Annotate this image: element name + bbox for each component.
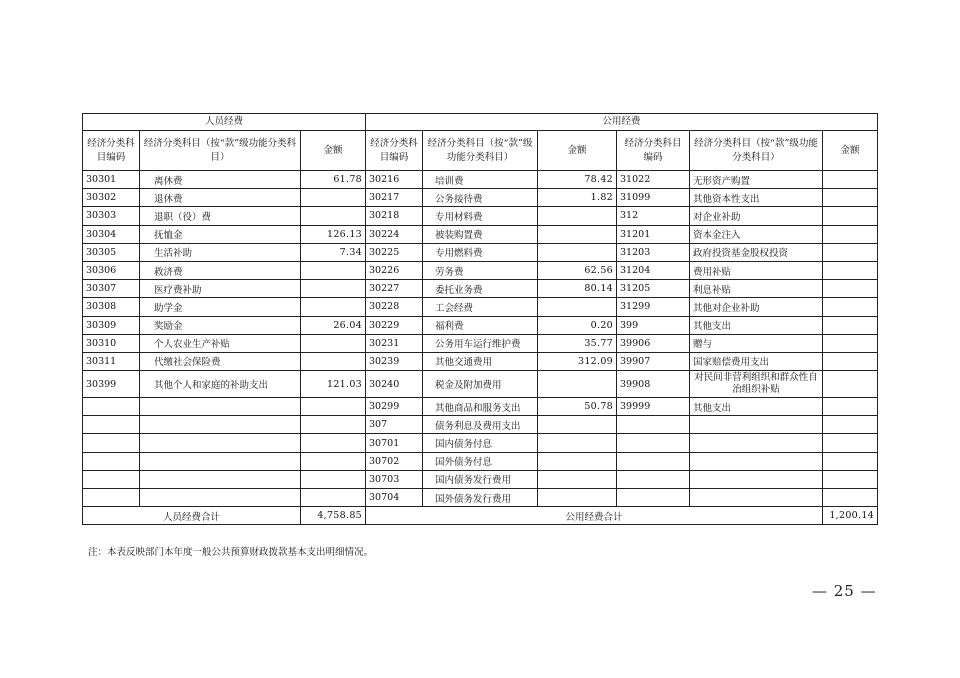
name-cell: 利息补贴	[690, 280, 823, 298]
amount-cell	[823, 261, 878, 279]
amount-cell	[538, 452, 617, 470]
amount-cell	[823, 434, 878, 452]
name-cell: 其他支出	[690, 316, 823, 334]
code-cell: 30704	[366, 489, 423, 507]
table-body	[83, 171, 878, 507]
code-cell: 31099	[617, 189, 690, 207]
code-cell: 30309	[83, 316, 140, 334]
name-cell: 医疗费补助	[140, 280, 301, 298]
amount-cell	[823, 207, 878, 225]
name-cell: 个人农业生产补贴	[140, 334, 301, 352]
name-cell: 抚恤金	[140, 225, 301, 243]
amount-cell	[823, 416, 878, 434]
code-cell: 30703	[366, 470, 423, 488]
amount-cell: 62.56	[538, 261, 617, 279]
public-total-label: 公用经费合计	[366, 507, 823, 525]
column-header-code: 经济分类科目编码	[617, 131, 690, 171]
code-cell: 30303	[83, 207, 140, 225]
table-row	[83, 470, 878, 488]
amount-cell: 126.13	[301, 225, 366, 243]
code-cell: 30301	[83, 171, 140, 189]
name-cell: 培训费	[423, 171, 538, 189]
table-row	[83, 371, 878, 398]
code-cell	[83, 470, 140, 488]
table-row	[83, 280, 878, 298]
name-cell	[140, 416, 301, 434]
name-cell	[140, 470, 301, 488]
name-cell: 国家赔偿费用支出	[690, 352, 823, 370]
table-row	[83, 316, 878, 334]
name-cell: 其他交通费用	[423, 352, 538, 370]
name-cell	[140, 452, 301, 470]
code-cell: 30240	[366, 371, 423, 398]
name-cell: 专用燃料费	[423, 243, 538, 261]
code-cell: 30216	[366, 171, 423, 189]
table-row	[83, 225, 878, 243]
code-cell: 31204	[617, 261, 690, 279]
amount-cell: 50.78	[538, 398, 617, 416]
table-row	[83, 207, 878, 225]
code-cell: 30299	[366, 398, 423, 416]
column-header-name: 经济分类科目（按“款”级功能分类科目）	[423, 131, 538, 171]
name-cell	[690, 489, 823, 507]
amount-cell	[538, 416, 617, 434]
amount-cell	[823, 225, 878, 243]
amount-cell	[538, 434, 617, 452]
amount-cell: 312.09	[538, 352, 617, 370]
column-header-code: 经济分类科目编码	[366, 131, 423, 171]
code-cell: 30224	[366, 225, 423, 243]
code-cell	[83, 489, 140, 507]
table-row	[83, 189, 878, 207]
amount-cell	[823, 298, 878, 316]
table-row	[83, 334, 878, 352]
code-cell: 31205	[617, 280, 690, 298]
code-cell	[617, 434, 690, 452]
name-cell	[690, 434, 823, 452]
name-cell: 资本金注入	[690, 225, 823, 243]
code-cell: 30304	[83, 225, 140, 243]
code-cell: 30701	[366, 434, 423, 452]
code-cell: 30229	[366, 316, 423, 334]
amount-cell	[823, 352, 878, 370]
amount-cell: 35.77	[538, 334, 617, 352]
name-cell	[690, 416, 823, 434]
amount-cell	[301, 334, 366, 352]
table-row	[83, 243, 878, 261]
name-cell: 对民间非营利组织和群众性自治组织补贴	[690, 371, 823, 398]
amount-cell	[823, 189, 878, 207]
name-cell: 救济费	[140, 261, 301, 279]
column-header-amount: 金额	[538, 131, 617, 171]
name-cell: 其他商品和服务支出	[423, 398, 538, 416]
code-cell: 39907	[617, 352, 690, 370]
table-row	[83, 261, 878, 279]
amount-cell: 1.82	[538, 189, 617, 207]
name-cell: 政府投资基金股权投资	[690, 243, 823, 261]
column-header-code: 经济分类科目编码	[83, 131, 140, 171]
personnel-total-value: 4,758.85	[301, 507, 366, 525]
amount-cell	[301, 398, 366, 416]
amount-cell: 7.34	[301, 243, 366, 261]
name-cell: 债务利息及费用支出	[423, 416, 538, 434]
amount-cell: 78.42	[538, 171, 617, 189]
amount-cell	[538, 225, 617, 243]
name-cell: 退休费	[140, 189, 301, 207]
code-cell	[617, 416, 690, 434]
amount-cell	[538, 243, 617, 261]
amount-cell	[301, 261, 366, 279]
amount-cell: 121.03	[301, 371, 366, 398]
public-section-header: 公用经费	[366, 114, 878, 131]
amount-cell	[823, 398, 878, 416]
amount-cell: 61.78	[301, 171, 366, 189]
code-cell: 30307	[83, 280, 140, 298]
code-cell: 30302	[83, 189, 140, 207]
column-header-name: 经济分类科目（按“款”级功能分类科目）	[690, 131, 823, 171]
amount-cell	[823, 280, 878, 298]
code-cell	[617, 489, 690, 507]
code-cell: 30225	[366, 243, 423, 261]
table-row	[83, 489, 878, 507]
amount-cell	[823, 316, 878, 334]
name-cell: 其他支出	[690, 398, 823, 416]
table-row	[83, 452, 878, 470]
code-cell: 399	[617, 316, 690, 334]
name-cell	[140, 398, 301, 416]
name-cell: 工会经费	[423, 298, 538, 316]
name-cell: 国内债务发行费用	[423, 470, 538, 488]
amount-cell: 0.20	[538, 316, 617, 334]
amount-cell	[301, 434, 366, 452]
amount-cell	[823, 171, 878, 189]
code-cell: 30311	[83, 352, 140, 370]
name-cell	[690, 452, 823, 470]
code-cell	[617, 452, 690, 470]
amount-cell	[301, 470, 366, 488]
amount-cell	[301, 352, 366, 370]
amount-cell	[301, 489, 366, 507]
code-cell: 31201	[617, 225, 690, 243]
name-cell: 助学金	[140, 298, 301, 316]
name-cell: 国外债务发行费用	[423, 489, 538, 507]
code-cell: 30306	[83, 261, 140, 279]
code-cell: 39906	[617, 334, 690, 352]
amount-cell: 80.14	[538, 280, 617, 298]
code-cell: 30227	[366, 280, 423, 298]
name-cell: 代缴社会保险费	[140, 352, 301, 370]
amount-cell	[538, 470, 617, 488]
name-cell	[140, 489, 301, 507]
code-cell: 30217	[366, 189, 423, 207]
amount-cell	[301, 189, 366, 207]
code-cell: 30305	[83, 243, 140, 261]
name-cell: 无形资产购置	[690, 171, 823, 189]
name-cell: 生活补助	[140, 243, 301, 261]
code-cell: 31203	[617, 243, 690, 261]
personnel-section-header: 人员经费	[83, 114, 366, 131]
name-cell: 国外债务付息	[423, 452, 538, 470]
code-cell: 30399	[83, 371, 140, 398]
name-cell: 税金及附加费用	[423, 371, 538, 398]
amount-cell	[538, 298, 617, 316]
amount-cell	[538, 371, 617, 398]
code-cell	[83, 434, 140, 452]
name-cell: 国内债务付息	[423, 434, 538, 452]
code-cell	[83, 452, 140, 470]
code-cell: 31299	[617, 298, 690, 316]
public-total-value: 1,200.14	[823, 507, 878, 525]
name-cell: 其他个人和家庭的补助支出	[140, 371, 301, 398]
name-cell: 奖励金	[140, 316, 301, 334]
code-cell	[83, 398, 140, 416]
amount-cell	[301, 416, 366, 434]
expenditure-detail-table	[82, 113, 878, 525]
name-cell: 其他资本性支出	[690, 189, 823, 207]
code-cell	[617, 470, 690, 488]
code-cell: 30226	[366, 261, 423, 279]
name-cell: 费用补贴	[690, 261, 823, 279]
amount-cell	[823, 470, 878, 488]
name-cell: 专用材料费	[423, 207, 538, 225]
code-cell: 30228	[366, 298, 423, 316]
personnel-total-label: 人员经费合计	[83, 507, 301, 525]
amount-cell: 26.04	[301, 316, 366, 334]
amount-cell	[301, 452, 366, 470]
column-header-amount: 金额	[823, 131, 878, 171]
code-cell: 30702	[366, 452, 423, 470]
name-cell: 离休费	[140, 171, 301, 189]
name-cell: 福利费	[423, 316, 538, 334]
code-cell: 31022	[617, 171, 690, 189]
table-footnote: 注：本表反映部门本年度一般公共预算财政拨款基本支出明细情况。	[88, 547, 374, 558]
code-cell: 39908	[617, 371, 690, 398]
code-cell: 30231	[366, 334, 423, 352]
name-cell: 对企业补助	[690, 207, 823, 225]
table-row	[83, 352, 878, 370]
page-number: — 25 —	[812, 582, 877, 600]
table-row	[83, 398, 878, 416]
amount-cell	[823, 243, 878, 261]
amount-cell	[823, 452, 878, 470]
name-cell: 公务用车运行维护费	[423, 334, 538, 352]
amount-cell	[301, 207, 366, 225]
amount-cell	[823, 489, 878, 507]
column-header-amount: 金额	[301, 131, 366, 171]
name-cell	[690, 470, 823, 488]
column-header-name: 经济分类科目（按“款”级功能分类科目）	[140, 131, 301, 171]
code-cell: 30239	[366, 352, 423, 370]
name-cell: 委托业务费	[423, 280, 538, 298]
name-cell: 赠与	[690, 334, 823, 352]
amount-cell	[823, 371, 878, 398]
code-cell: 30218	[366, 207, 423, 225]
name-cell: 公务接待费	[423, 189, 538, 207]
name-cell: 退职（役）费	[140, 207, 301, 225]
code-cell: 312	[617, 207, 690, 225]
table-row	[83, 171, 878, 189]
amount-cell	[823, 334, 878, 352]
name-cell	[140, 434, 301, 452]
amount-cell	[538, 489, 617, 507]
amount-cell	[301, 280, 366, 298]
code-cell: 307	[366, 416, 423, 434]
amount-cell	[538, 207, 617, 225]
code-cell	[83, 416, 140, 434]
table-row	[83, 434, 878, 452]
name-cell: 被装购置费	[423, 225, 538, 243]
amount-cell	[301, 298, 366, 316]
code-cell: 30310	[83, 334, 140, 352]
code-cell: 30308	[83, 298, 140, 316]
table-row	[83, 416, 878, 434]
table-row	[83, 298, 878, 316]
name-cell: 其他对企业补助	[690, 298, 823, 316]
name-cell: 劳务费	[423, 261, 538, 279]
code-cell: 39999	[617, 398, 690, 416]
